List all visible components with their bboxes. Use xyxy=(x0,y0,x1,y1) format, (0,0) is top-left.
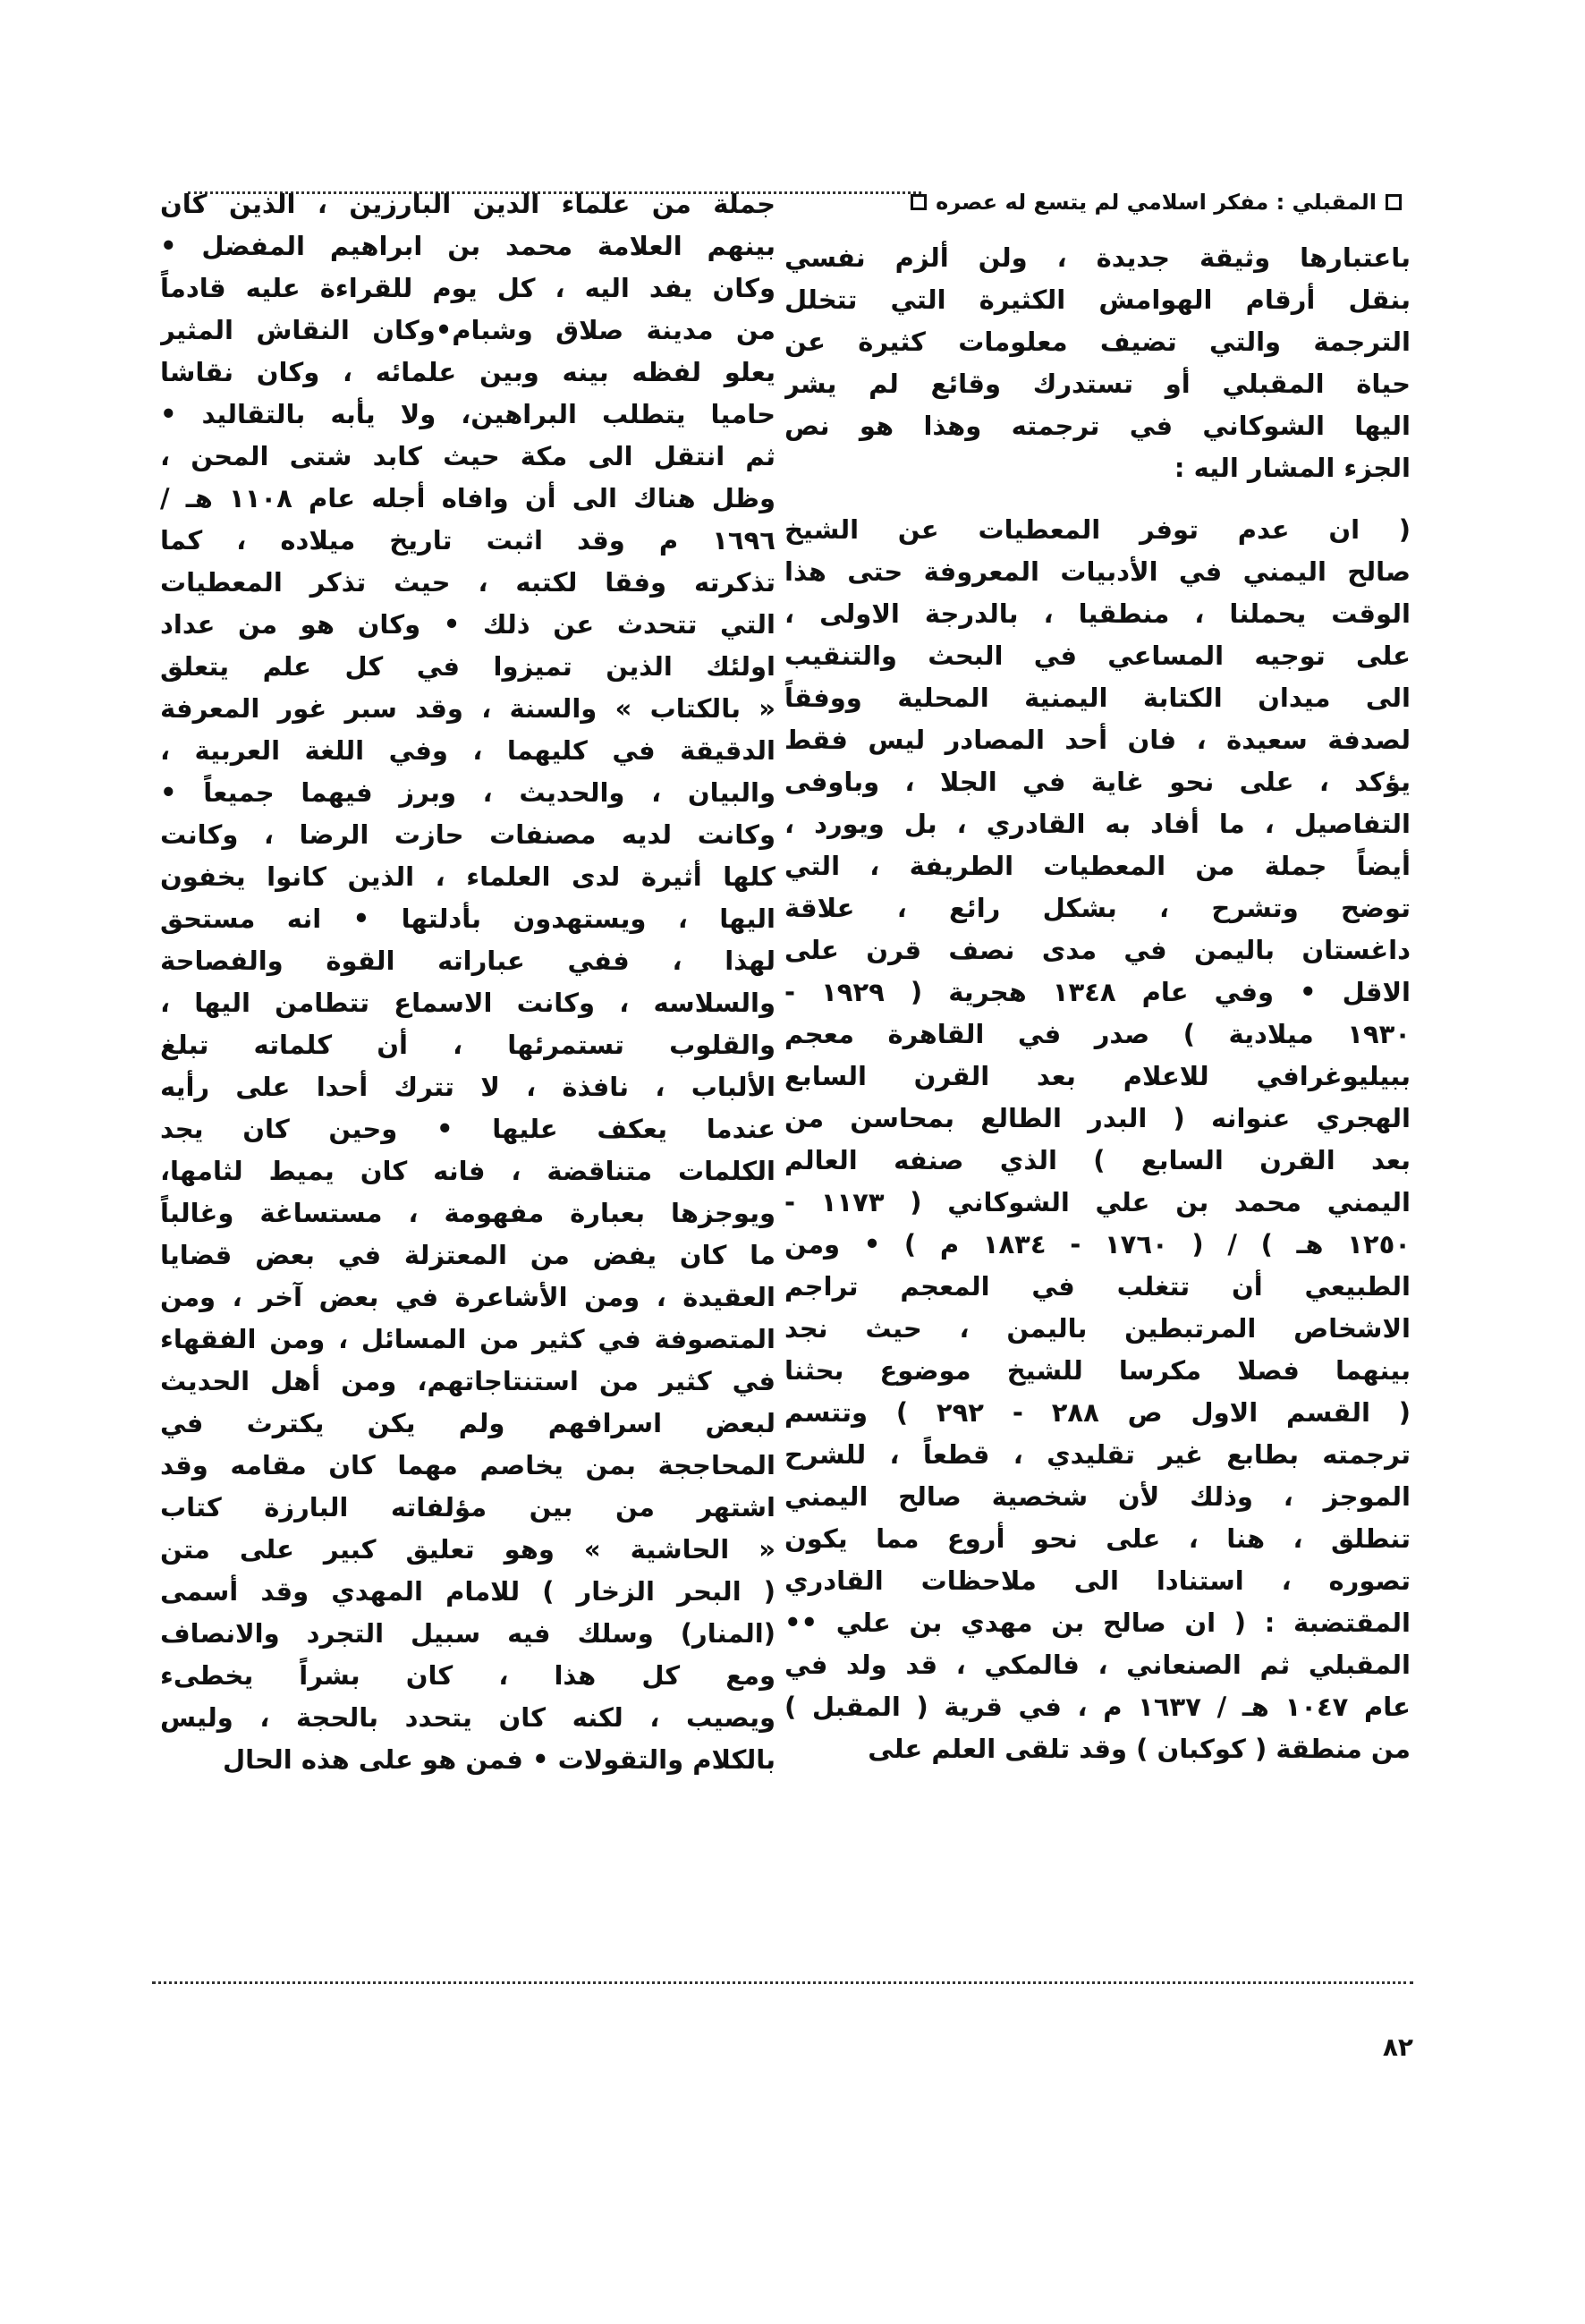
text-line: عندما يعكف عليها • وحين كان يجد xyxy=(160,1114,776,1144)
text-line: الترجمة والتي تضيف معلومات كثيرة عن xyxy=(784,327,1411,357)
page-number: ٨٢ xyxy=(1382,2032,1413,2062)
left-column-text xyxy=(160,183,776,1781)
text-line: التي تتحدث عن ذلك • وكان هو من عداد xyxy=(160,609,776,640)
text-line: ( البحر الزخار ) للامام المهدي وقد أسمى xyxy=(160,1576,776,1607)
text-line: بالكلام والتقولات • فمن هو على هذه الحال xyxy=(222,1744,776,1775)
text-line: ومع كل هذا ، كان بشراً يخطىء xyxy=(160,1660,776,1691)
text-line: ١٢٥٠ هـ ) / ( ١٧٦٠ - ١٨٣٤ م ) • ومن xyxy=(784,1229,1411,1260)
text-line: المحاججة بمن يخاصم مهما كان مقامه وقد xyxy=(160,1450,776,1480)
text-line: والقلوب تستمرئها ، أن كلماته تبلغ xyxy=(160,1030,776,1060)
square-bullet-icon xyxy=(911,194,927,210)
right-column xyxy=(784,237,1411,1770)
text-line: صالح اليمني في الأدبيات المعروفة حتى هذا xyxy=(784,556,1411,587)
text-line: التفاصيل ، ما أفاد به القادري ، بل ويورد ، xyxy=(784,809,1411,839)
text-line: الألباب ، نافذة ، لا تترك أحدا على رأيه xyxy=(160,1072,776,1102)
footer-dotted-rule xyxy=(152,1981,1413,1984)
left-column xyxy=(160,183,776,1781)
text-line: داغستان باليمن في مدى نصف قرن على xyxy=(784,935,1411,965)
text-line: الى ميدان الكتابة اليمنية المحلية ووفقاً xyxy=(784,683,1411,713)
text-line: « بالكتاب » والسنة ، وقد سبر غور المعرفة xyxy=(160,693,776,724)
text-line: من مدينة صلاق وشبام•وكان النقاش المثير xyxy=(160,315,776,345)
text-line: حياة المقبلي أو تستدرك وقائع لم يشر xyxy=(784,369,1411,399)
text-line: الهجري عنوانه ( البدر الطالع بمحاسن من xyxy=(784,1103,1411,1133)
text-line: بينهما فصلا مكرسا للشيخ موضوع بحثنا xyxy=(784,1355,1411,1386)
text-line: ( القسم الاول ص ٢٨٨ - ٢٩٢ ) وتتسم xyxy=(784,1397,1411,1428)
text-line: باعتبارها وثيقة جديدة ، ولن ألزم نفسي xyxy=(784,242,1411,273)
text-line: ( ان عدم توفر المعطيات عن الشيخ xyxy=(784,514,1411,545)
text-line: من منطقة ( كوكبان ) وقد تلقى العلم على xyxy=(868,1734,1411,1764)
text-line: وكان يفد اليه ، كل يوم للقراءة عليه قادماً xyxy=(160,273,776,303)
paragraph-gap xyxy=(784,489,1411,509)
square-bullet-icon xyxy=(1386,194,1402,210)
text-line: وظل هناك الى أن وافاه أجله عام ١١٠٨ هـ / xyxy=(160,483,776,513)
text-line: ١٦٩٦ م وقد اثبت تاريخ ميلاده ، كما xyxy=(160,525,776,556)
text-line: والسلاسه ، وكانت الاسماع تتطامن اليها ، xyxy=(160,988,776,1018)
text-line: وكانت لديه مصنفات حازت الرضا ، وكانت xyxy=(160,819,776,850)
text-line: الدقيقة في كليهما ، وفي اللغة العربية ، xyxy=(160,735,776,766)
text-line: بنقل أرقام الهوامش الكثيرة التي تتخلل xyxy=(784,284,1411,315)
text-line: ويوجزها بعبارة مفهومة ، مستساغة وغالباً xyxy=(160,1198,776,1228)
right-column-paragraph-1 xyxy=(784,237,1411,489)
text-line: الاقل • وفي عام ١٣٤٨ هجرية ( ١٩٢٩ - xyxy=(784,977,1411,1007)
text-line: لبعض اسرافهم ولم يكن يكترث في xyxy=(160,1408,776,1438)
text-line: (المنار) وسلك فيه سبيل التجرد والانصاف xyxy=(160,1618,776,1649)
text-line: توضح وتشرح ، بشكل رائع ، علاقة xyxy=(784,893,1411,923)
text-line: تنطلق ، هنا ، على نحو أروع مما يكون xyxy=(784,1523,1411,1554)
text-line: جملة من علماء الدين البارزين ، الذين كان xyxy=(160,189,776,219)
text-line: ببيليوغرافي للاعلام بعد القرن السابع xyxy=(784,1061,1411,1091)
text-line: المتصوفة في كثير من المسائل ، ومن الفقهاء xyxy=(160,1324,776,1354)
text-line: لهذا ، ففي عباراته القوة والفصاحة xyxy=(160,946,776,976)
text-line: اليها الشوكاني في ترجمته وهذا هو نص xyxy=(784,411,1411,441)
text-line: الوقت يحملنا ، منطقيا ، بالدرجة الاولى ، xyxy=(784,598,1411,629)
running-header-title: المقبلي : مفكر اسلامي لم يتسع له عصره xyxy=(936,190,1377,215)
text-line: على توجيه المساعي في البحث والتنقيب xyxy=(784,640,1411,671)
text-line: تذكرته وفقا لكتبه ، حيث تذكر المعطيات xyxy=(160,567,776,598)
text-line: العقيدة ، ومن الأشاعرة في بعض آخر ، ومن xyxy=(160,1282,776,1312)
text-line: يؤكد ، على نحو غاية في الجلا ، وباوفى xyxy=(784,767,1411,797)
text-line: الكلمات متناقضة ، فانه كان يميط لثامها، xyxy=(160,1156,776,1186)
text-line: بينهم العلامة محمد بن ابراهيم المفضل • xyxy=(160,231,776,261)
text-line: كلها أثيرة لدى العلماء ، الذين كانوا يخفون xyxy=(160,861,776,892)
text-line: في كثير من استنتاجاتهم، ومن أهل الحديث xyxy=(160,1366,776,1396)
text-line: ثم انتقل الى مكة حيث كابد شتى المحن ، xyxy=(160,441,776,471)
text-line: الجزء المشار اليه : xyxy=(1174,453,1411,483)
text-line: أيضاً جملة من المعطيات الطريفة ، التي xyxy=(784,851,1411,881)
text-line: تصوره ، استنادا الى ملاحظات القادري xyxy=(784,1565,1411,1596)
text-line: اليمني محمد بن علي الشوكاني ( ١١٧٣ - xyxy=(784,1187,1411,1217)
text-line: يعلو لفظه بينه وبين علمائه ، وكان نقاشا xyxy=(160,357,776,387)
text-line: الطبيعي أن تتغلب في المعجم تراجم xyxy=(784,1271,1411,1302)
text-line: ما كان يفض من المعتزلة في بعض قضايا xyxy=(160,1240,776,1270)
text-line: حاميا يتطلب البراهين، ولا يأبه بالتقاليد • xyxy=(160,399,776,429)
text-line: والبيان ، والحديث ، وبرز فيهما جميعاً • xyxy=(160,777,776,808)
text-line: المقبلي ثم الصنعاني ، فالمكي ، قد ولد في xyxy=(784,1650,1411,1680)
text-line: « الحاشية » وهو تعليق كبير على متن xyxy=(160,1534,776,1565)
text-line: المقتضبة : ( ان صالح بن مهدي بن علي •• xyxy=(784,1607,1411,1638)
text-line: الاشخاص المرتبطين باليمن ، حيث نجد xyxy=(784,1313,1411,1344)
text-line: بعد القرن السابع ) الذي صنفه العالم xyxy=(784,1145,1411,1175)
text-line: الموجز ، وذلك لأن شخصية صالح اليمني xyxy=(784,1481,1411,1512)
text-line: اليها ، ويستهدون بأدلتها • انه مستحق xyxy=(160,903,776,934)
text-line: لصدفة سعيدة ، فان أحد المصادر ليس فقط xyxy=(784,725,1411,755)
text-line: ويصيب ، لكنه كان يتحدد بالحجة ، وليس xyxy=(160,1702,776,1733)
text-line: ١٩٣٠ ميلادية ) صدر في القاهرة معجم xyxy=(784,1019,1411,1049)
right-column-paragraph-2 xyxy=(784,509,1411,1770)
text-line: اشتهر من بين مؤلفاته البارزة كتاب xyxy=(160,1492,776,1522)
text-line: ترجمته بطابع غير تقليدي ، قطعاً ، للشرح xyxy=(784,1439,1411,1470)
text-line: اولئك الذين تميزوا في كل علم يتعلق xyxy=(160,651,776,682)
text-line: عام ١٠٤٧ هـ / ١٦٣٧ م ، في قرية ( المقبل ) xyxy=(784,1692,1411,1722)
